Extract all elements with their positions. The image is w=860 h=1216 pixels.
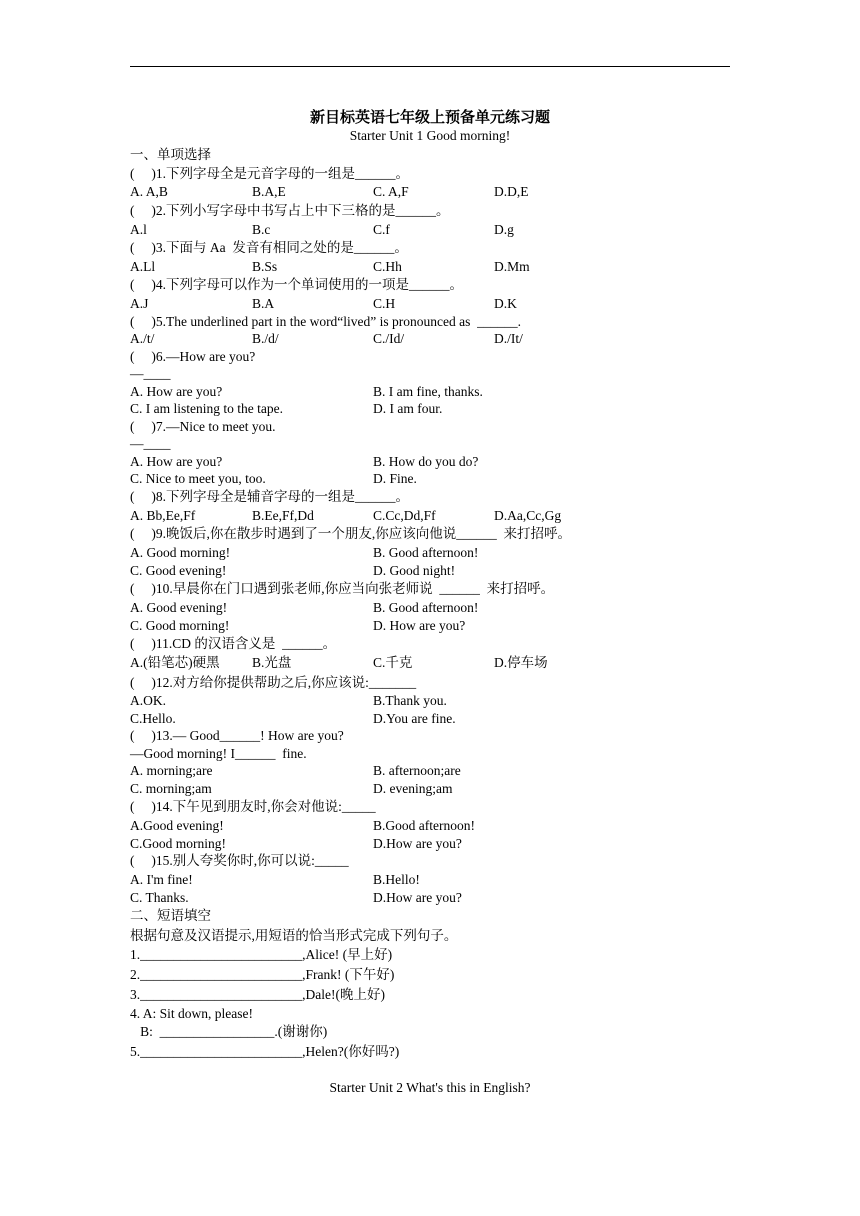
q10-option-a: A. Good evening! bbox=[130, 600, 228, 615]
question-12: ( )12.对方给你提供帮助之后,你应该说:_______ bbox=[130, 675, 417, 690]
question-10: ( )10.早晨你在门口遇到张老师,你应当向张老师说 ______ 来打招呼。 bbox=[130, 581, 555, 596]
q15-option-c: C. Thanks. bbox=[130, 890, 189, 905]
page-title: 新目标英语七年级上预备单元练习题 bbox=[309, 108, 550, 126]
q10-option-c: C. Good morning! bbox=[130, 618, 230, 633]
question-6: ( )6.—How are you? bbox=[130, 349, 256, 364]
q5-option-a: A./t/ bbox=[130, 331, 155, 346]
q5-option-b: B./d/ bbox=[252, 331, 279, 346]
question-4: ( )4.下列字母可以作为一个单词使用的一项是______。 bbox=[130, 277, 463, 292]
q4-option-a: A.J bbox=[130, 296, 149, 311]
fill-item-1: 1.________________________,Alice! (早上好) bbox=[130, 947, 393, 962]
q4-option-d: D.K bbox=[494, 296, 517, 311]
q9-option-a: A. Good morning! bbox=[130, 545, 231, 560]
question-2: ( )2.下列小写字母中书写占上中下三格的是______。 bbox=[130, 203, 450, 218]
q4-option-c: C.H bbox=[373, 296, 396, 311]
q3-option-b: B.Ss bbox=[252, 259, 278, 274]
question-5: ( )5.The underlined part in the word“lived” is pronounced as ______. bbox=[130, 314, 522, 329]
question-6-blank: —____ bbox=[130, 366, 171, 381]
question-11: ( )11.CD 的汉语含义是 ______。 bbox=[130, 636, 337, 651]
q3-option-a: A.Ll bbox=[130, 259, 156, 274]
question-7: ( )7.—Nice to meet you. bbox=[130, 419, 276, 434]
question-9: ( )9.晚饭后,你在散步时遇到了一个朋友,你应该向他说______ 来打招呼。 bbox=[130, 526, 571, 541]
q2-option-a: A.l bbox=[130, 222, 147, 237]
fill-item-2: 2.________________________,Frank! (下午好) bbox=[130, 967, 395, 982]
q2-option-c: C.f bbox=[373, 222, 390, 237]
q8-option-a: A. Bb,Ee,Ff bbox=[130, 508, 196, 523]
section1-heading: 一、单项选择 bbox=[130, 147, 211, 162]
section2-heading: 二、短语填空 bbox=[130, 908, 211, 923]
q10-option-d: D. How are you? bbox=[373, 618, 466, 633]
q6-option-c: C. I am listening to the tape. bbox=[130, 401, 283, 416]
q12-option-c: C.Hello. bbox=[130, 711, 176, 726]
q14-option-a: A.Good evening! bbox=[130, 818, 224, 833]
q13-option-b: B. afternoon;are bbox=[373, 763, 461, 778]
q3-option-c: C.Hh bbox=[373, 259, 402, 274]
q15-option-a: A. I'm fine! bbox=[130, 872, 193, 887]
q1-option-b: B.A,E bbox=[252, 184, 286, 199]
q7-option-c: C. Nice to meet you, too. bbox=[130, 471, 266, 486]
q11-option-a: A.(铅笔芯)硬黑 bbox=[130, 655, 220, 670]
q12-option-d: D.You are fine. bbox=[373, 711, 456, 726]
section2-instructions: 根据句意及汉语提示,用短语的恰当形式完成下列句子。 bbox=[130, 928, 458, 943]
q13-option-a: A. morning;are bbox=[130, 763, 213, 778]
q13-option-c: C. morning;am bbox=[130, 781, 212, 796]
q7-option-d: D. Fine. bbox=[373, 471, 417, 486]
question-14: ( )14.下午见到朋友时,你会对他说:_____ bbox=[130, 799, 376, 814]
q14-option-b: B.Good afternoon! bbox=[373, 818, 475, 833]
q15-option-b: B.Hello! bbox=[373, 872, 420, 887]
q2-option-d: D.g bbox=[494, 222, 514, 237]
q8-option-b: B.Ee,Ff,Dd bbox=[252, 508, 314, 523]
q1-option-d: D.D,E bbox=[494, 184, 529, 199]
q9-option-d: D. Good night! bbox=[373, 563, 456, 578]
fill-item-5: 5.________________________,Helen?(你好吗?) bbox=[130, 1044, 400, 1059]
q2-option-b: B.c bbox=[252, 222, 271, 237]
question-1: ( )1.下列字母全是元音字母的一组是______。 bbox=[130, 166, 409, 181]
fill-item-3: 3.________________________,Dale!(晚上好) bbox=[130, 987, 385, 1002]
q8-option-d: D.Aa,Cc,Gg bbox=[494, 508, 562, 523]
question-7-blank: —____ bbox=[130, 436, 171, 451]
q1-option-c: C. A,F bbox=[373, 184, 409, 199]
question-3: ( )3.下面与 Aa 发音有相同之处的是______。 bbox=[130, 240, 408, 255]
q15-option-d: D.How are you? bbox=[373, 890, 462, 905]
q6-option-d: D. I am four. bbox=[373, 401, 443, 416]
q5-option-d: D./It/ bbox=[494, 331, 523, 346]
q11-option-b: B.光盘 bbox=[252, 655, 292, 670]
q8-option-c: C.Cc,Dd,Ff bbox=[373, 508, 436, 523]
q14-option-c: C.Good morning! bbox=[130, 836, 226, 851]
question-13-reply: —Good morning! I______ fine. bbox=[130, 746, 307, 761]
q6-option-a: A. How are you? bbox=[130, 384, 223, 399]
q13-option-d: D. evening;am bbox=[373, 781, 453, 796]
q12-option-a: A.OK. bbox=[130, 693, 166, 708]
question-13: ( )13.— Good______! How are you? bbox=[130, 728, 344, 743]
q12-option-b: B.Thank you. bbox=[373, 693, 447, 708]
fill-item-4-b: B: _________________.(谢谢你) bbox=[130, 1024, 328, 1039]
q14-option-d: D.How are you? bbox=[373, 836, 462, 851]
header-rule bbox=[130, 66, 730, 67]
question-15: ( )15.别人夸奖你时,你可以说:_____ bbox=[130, 853, 349, 868]
q9-option-b: B. Good afternoon! bbox=[373, 545, 479, 560]
fill-item-4-a: 4. A: Sit down, please! bbox=[130, 1006, 253, 1021]
q4-option-b: B.A bbox=[252, 296, 275, 311]
q7-option-a: A. How are you? bbox=[130, 454, 223, 469]
unit1-heading: Starter Unit 1 Good morning! bbox=[349, 128, 511, 143]
unit2-heading: Starter Unit 2 What's this in English? bbox=[329, 1080, 531, 1095]
q5-option-c: C./Id/ bbox=[373, 331, 405, 346]
question-8: ( )8.下列字母全是辅音字母的一组是______。 bbox=[130, 489, 409, 504]
q10-option-b: B. Good afternoon! bbox=[373, 600, 479, 615]
q11-option-d: D.停车场 bbox=[494, 655, 548, 670]
q9-option-c: C. Good evening! bbox=[130, 563, 227, 578]
q1-option-a: A. A,B bbox=[130, 184, 168, 199]
q6-option-b: B. I am fine, thanks. bbox=[373, 384, 483, 399]
q3-option-d: D.Mm bbox=[494, 259, 530, 274]
q11-option-c: C.千克 bbox=[373, 655, 413, 670]
q7-option-b: B. How do you do? bbox=[373, 454, 479, 469]
